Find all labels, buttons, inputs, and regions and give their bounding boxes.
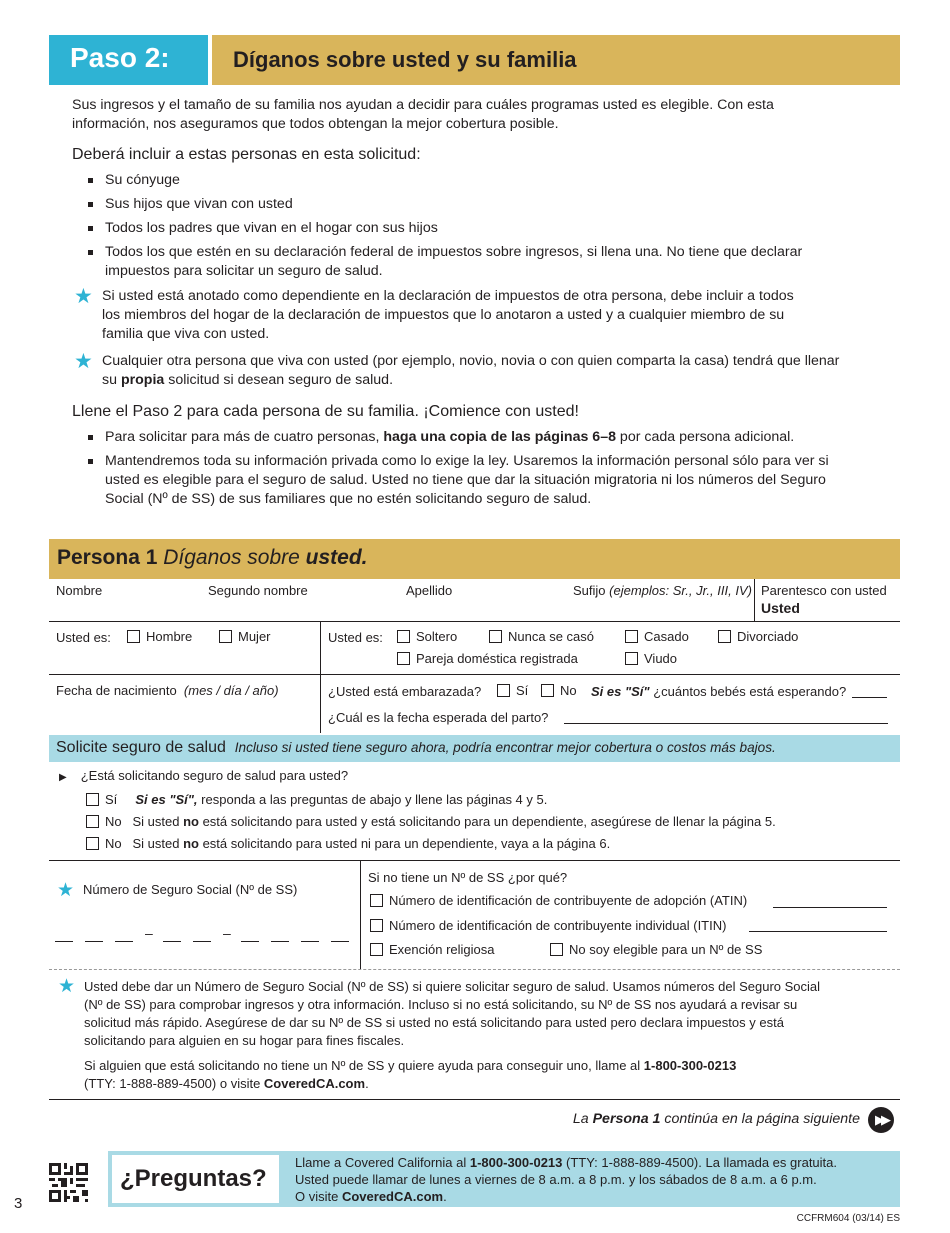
- birth-row: [49, 675, 900, 733]
- apply-no-option[interactable]: No Si usted no está solicitando para usted ni para un dependiente, vaya a la página 6.: [86, 836, 610, 851]
- widowed-checkbox[interactable]: Viudo: [625, 651, 677, 666]
- single-checkbox[interactable]: Soltero: [397, 629, 457, 644]
- pregnant-yes-checkbox[interactable]: Sí: [497, 683, 528, 698]
- babies-input[interactable]: [852, 697, 887, 698]
- step-title-box: [212, 35, 900, 85]
- suffix-field[interactable]: Sufijo (ejemplos: Sr., Jr., III, IV): [573, 583, 752, 598]
- person-header: [49, 539, 900, 579]
- atin-checkbox[interactable]: Número de identificación de contribuyente de adopción (ATIN): [370, 893, 747, 908]
- note-other-person: ★ Cualquier otra persona que viva con usted (por ejemplo, novio, novia o con quien comparta la casa) tendrá que llenar su propia solicitud si desean seguro de salud.: [74, 350, 840, 388]
- intro-text: Sus ingresos y el tamaño de su familia nos ayudan a decidir para cuáles programas usted es elegible. Con esta información, nos aseguramos que todos obtengan la mejor cobertura posible.: [72, 97, 774, 132]
- apply-title: Solicite seguro de salud: [56, 739, 226, 756]
- page-number: 3: [14, 1195, 23, 1212]
- person-label: Persona 1: [57, 546, 158, 569]
- apply-header: [49, 735, 900, 762]
- star-icon: ★: [74, 350, 93, 373]
- apply-subtitle: Incluso si usted tiene seguro ahora, podría encontrar mejor cobertura o costos más bajos.: [234, 740, 776, 755]
- ssn-help: Si alguien que está solicitando no tiene un Nº de SS y quiere ayuda para conseguir uno, llame al 1-800-300-0213 (TTY: 1-888-889-4500) o visite CoveredCA.com.: [84, 1058, 737, 1091]
- step-title: Díganos sobre usted y su familia: [233, 47, 577, 72]
- atin-input[interactable]: [773, 907, 887, 908]
- male-checkbox[interactable]: Hombre: [127, 629, 192, 644]
- list-item: Mantendremos toda su información privada como lo exige la ley. Usaremos la información personal sólo para ver si usted es elegible para el seguro de salud. Usted no tiene que dar la situación migratoria ni los números del Seguro Social (Nº de SS) de sus familiares que no estén solicitando seguro de salud.: [72, 452, 842, 509]
- questions-text: Llame a Covered California al 1-800-300-0213 (TTY: 1-888-889-4500). La llamada es gratuita. Usted puede llamar de lunes a viernes de 8 a.m. a 8 p.m. y los sábados de 8 a.m. a 6 p.m. O visite CoveredCA.com.: [295, 1155, 837, 1204]
- itin-checkbox[interactable]: Número de identificación de contribuyente individual (ITIN): [370, 918, 726, 933]
- form-code: CCFRM604 (03/14) ES: [796, 1213, 900, 1224]
- list-item: Todos los que estén en su declaración federal de impuestos sobre ingresos, si llena una. No tiene que declarar impuestos para solicitar un seguro de salud.: [72, 243, 832, 281]
- questions-label-box: [112, 1155, 279, 1203]
- apply-no-dependent-option[interactable]: No Si usted no está solicitando para usted y está solicitando para un dependiente, asegúrese de llenar la página 5.: [86, 814, 776, 829]
- relation-value: Usted: [761, 600, 800, 616]
- list-item: Para solicitar para más de cuatro personas, haga una copia de las páginas 6–8 por cada persona adicional.: [72, 428, 842, 447]
- next-page-icon: ▶▶: [868, 1107, 894, 1133]
- qr-code: [49, 1163, 88, 1202]
- never-married-checkbox[interactable]: Nunca se casó: [489, 629, 594, 644]
- note-dependent: ★ Si usted está anotado como dependiente en la declaración de impuestos de otra persona, debe incluir a todos los miembros del hogar de la declaración de impuestos que lo anotaron a usted y a cualquier miembro de su familia que viva con usted.: [74, 285, 794, 342]
- female-checkbox[interactable]: Mujer: [219, 629, 271, 644]
- include-heading: Deberá incluir a estas personas en esta solicitud:: [72, 146, 421, 163]
- apply-question: ▶ ¿Está solicitando seguro de salud para usted?: [59, 768, 349, 783]
- fill-heading: Llene el Paso 2 para cada persona de su familia. ¡Comience con usted!: [72, 403, 579, 420]
- ssn-why-label: Si no tiene un Nº de SS ¿por qué?: [368, 870, 568, 885]
- itin-input[interactable]: [749, 931, 887, 932]
- list-item: Todos los padres que vivan en el hogar con sus hijos: [72, 219, 832, 238]
- last-name-field[interactable]: Apellido: [406, 583, 453, 598]
- star-icon: ★: [74, 285, 93, 308]
- apply-yes-option[interactable]: Sí Si es "Sí", responda a las preguntas de abajo y llene las páginas 4 y 5.: [86, 792, 547, 807]
- include-list: [72, 171, 832, 286]
- ssn-section: [49, 860, 900, 970]
- play-icon: ▶: [59, 772, 67, 783]
- star-icon: ★: [58, 976, 76, 997]
- babies-question: Si es "Sí" ¿cuántos bebés está esperando?: [591, 684, 847, 699]
- questions-label: ¿Preguntas?: [120, 1165, 267, 1192]
- due-date-input[interactable]: [564, 723, 888, 724]
- relation-label: Parentesco con usted: [761, 583, 887, 598]
- ssn-label: ★ Número de Seguro Social (Nº de SS): [57, 880, 298, 901]
- step-label-box: [49, 35, 208, 85]
- religious-checkbox[interactable]: Exención religiosa: [370, 942, 495, 957]
- list-item: Sus hijos que vivan con usted: [72, 195, 832, 214]
- status-label: Usted es:: [328, 630, 383, 645]
- ssn-note: ★ Usted debe dar un Número de Seguro Social (Nº de SS) si quiere solicitar seguro de salud. Usamos números del Seguro Social (Nº de SS) para comprobar ingresos y otra información. Incluso si no está solicitando, su Nº de SS nos ayudará a revisar su solicitud más rápido. Asegúrese de dar su Nº de SS si usted no está solicitando para usted pero declara impuestos y está solicitando para alguien en su hogar para fines fiscales. Si alguien que está solicitando no tiene un Nº de SS y quiere ayuda para conseguir uno, llame al 1-800-300-0213 (TTY: 1-888-889-4500) o visite CoveredCA.com.: [49, 977, 900, 1100]
- married-checkbox[interactable]: Casado: [625, 629, 689, 644]
- gender-status-row: [49, 622, 900, 675]
- divorced-checkbox[interactable]: Divorciado: [718, 629, 798, 644]
- pregnant-no-checkbox[interactable]: No: [541, 683, 577, 698]
- ssn-input[interactable]: – –: [55, 923, 355, 943]
- fill-list: [72, 428, 842, 514]
- not-eligible-checkbox[interactable]: No soy elegible para un Nº de SS: [550, 942, 762, 957]
- gender-label: Usted es:: [56, 630, 111, 645]
- middle-name-field[interactable]: Segundo nombre: [208, 583, 308, 598]
- due-date-question: ¿Cuál es la fecha esperada del parto?: [328, 710, 549, 725]
- continue-note: La Persona 1 continúa en la página siguiente: [572, 1111, 860, 1127]
- birth-date-field[interactable]: Fecha de nacimiento (mes / día / año): [56, 683, 279, 698]
- pregnant-question: ¿Usted está embarazada?: [328, 684, 482, 699]
- list-item: Su cónyuge: [72, 171, 832, 190]
- step-header: [49, 35, 900, 85]
- person-subtitle: Díganos sobre usted.: [163, 546, 368, 569]
- first-name-field[interactable]: Nombre: [56, 583, 103, 598]
- step-label: Paso 2:: [70, 42, 170, 73]
- questions-box: [108, 1151, 900, 1207]
- name-row: [49, 579, 900, 622]
- partner-checkbox[interactable]: Pareja doméstica registrada: [397, 651, 578, 666]
